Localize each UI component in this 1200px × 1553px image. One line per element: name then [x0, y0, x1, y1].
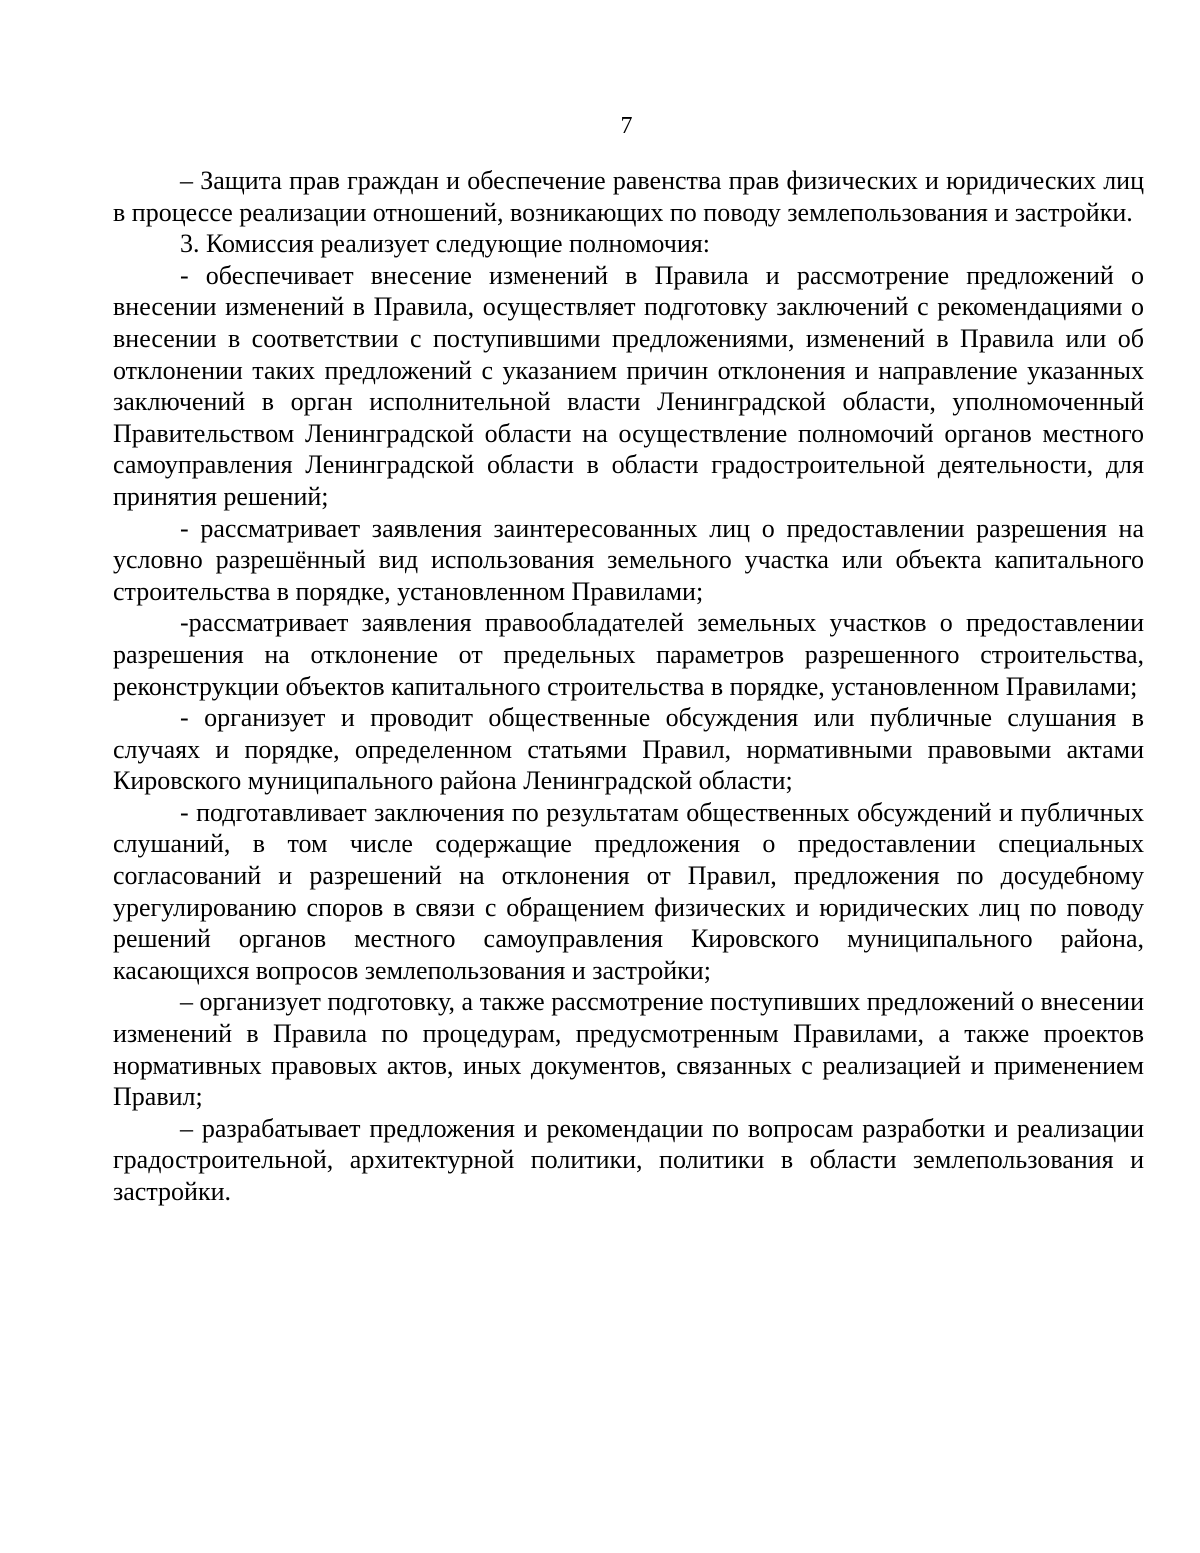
paragraph-rule-amendments: - обеспечивает внесение изменений в Правила и рассмотрение предложений о внесении изменений в Правила, осуществляет подготовку заключений с рекомендациями о внесении в соответствии с поступившими предложениями, изменений в Правила или об отклонении таких предложений с указанием причин отклонения и направление указанных заключений в орган исполнительной власти Ленинградской области, уполномоченный Правительством Ленинградской области на осуществление полномочий органов местного самоуправления Ленинградской области в области градостроительной деятельности, для принятия решений;: [113, 260, 1144, 511]
paragraph-parameter-deviations: -рассматривает заявления правообладателей земельных участков о предоставлении разрешения на отклонение от предельных параметров разрешенного строительства, реконструкции объектов капитального строительства в порядке, установленном Правилами;: [113, 608, 1144, 701]
paragraph-conditional-use-permits: - рассматривает заявления заинтересованных лиц о предоставлении разрешения на условно разрешённый вид использования земельного участка или объекта капитального строительства в порядке, установленном Правилами;: [113, 513, 1144, 606]
paragraph-hearing-conclusions: - подготавливает заключения по результатам общественных обсуждений и публичных слушаний, в том числе содержащие предложения о предоставлении специальных согласований и разрешений на отклонения от Правил, предложения по досудебному урегулированию споров в связи с обращением физических и юридических лиц по поводу решений органов местного самоуправления Кировского муниципального района, касающихся вопросов землепользования и застройки;: [113, 797, 1144, 985]
paragraph-amendment-preparation: – организует подготовку, а также рассмотрение поступивших предложений о внесении изменений в Правила по процедурам, предусмотренным Правилами, а также проектов нормативных правовых актов, иных документов, связанных с реализацией и применением Правил;: [113, 987, 1144, 1112]
paragraph-rights-protection: – Защита прав граждан и обеспечение равенства прав физических и юридических лиц в процессе реализации отношений, возникающих по поводу землепользования и застройки.: [113, 166, 1144, 227]
paragraph-public-hearings: - организует и проводит общественные обсуждения или публичные слушания в случаях и порядке, определенном статьями Правил, нормативными правовыми актами Кировского муниципального района Ленинградской области;: [113, 703, 1144, 796]
paragraph-commission-powers-heading: 3. Комиссия реализует следующие полномочия:: [180, 229, 710, 259]
page-number: 7: [620, 113, 633, 139]
paragraph-policy-recommendations: – разрабатывает предложения и рекомендации по вопросам разработки и реализации градостроительной, архитектурной политики, политики в области землепользования и застройки.: [113, 1113, 1144, 1206]
document-body: [113, 165, 1144, 1208]
